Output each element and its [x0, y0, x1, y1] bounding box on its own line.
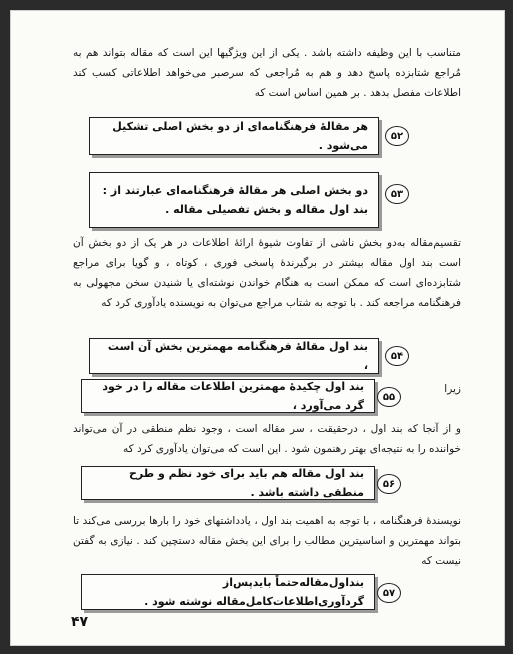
rule-box-52: [89, 117, 379, 155]
rule-text-54: بند اول مقالهٔ فرهنگنامه مهمترین بخش آن است ،: [107, 340, 368, 372]
rule-number-55: ۵۵: [377, 387, 401, 407]
rule-text-57: بنداول‌مقاله‌حتماً باید‌پس‌از گردآوری‌اطلاعات‌کامل‌مقاله نوشته شود .: [144, 576, 364, 608]
paragraph-division: تقسیم‌مقاله به‌دو بخش ناشی از تفاوت شیوهٔ ارائهٔ اطلاعات در هر یک از دو بخش آن است بند اول مقاله بیشتر در برگیرندهٔ پاسخی فوری ، کوتاه ، و گویا برای مراجع شتابزده‌ای است که ممکن است به هنگام خواندن نوشته‌ای یا شنیدن سخن مجهولی به فرهنگنامه مراجعه کند . با توجه به شتاب مراجع می‌توان به نویسنده یادآوری کرد که: [73, 237, 461, 309]
rule-number-54: ۵۴: [385, 346, 409, 366]
document-page: [10, 10, 505, 646]
rule-text-53: دو بخش اصلی هر مقالهٔ فرهنگنامه‌ای عبارتند از : بند اول مقاله و بخش تفصیلی مقاله .: [102, 184, 368, 216]
rule-box-53: [89, 172, 379, 228]
page-number: ۴۷: [71, 614, 89, 630]
rule-text-52: هر مقالهٔ فرهنگنامه‌ای از دو بخش اصلی تشکیل می‌شود .: [112, 120, 368, 152]
paragraph-intro: متناسب با این وظیفه داشته باشد . یکی از این ویژگیها این است که مقاله بتواند هم به مُراجع شتابزده پاسخ دهد و هم به مُراجعی که سرصبر می‌خواهد اطلاعاتی کسب کند اطلاعات مفصل بدهد . بر همین اساس است که: [73, 47, 461, 99]
rule-text-55: بند اول چکیدهٔ مهمترین اطلاعات مقاله را در خود گرد می‌آورد ،: [102, 380, 364, 412]
paragraph-author: نویسندهٔ فرهنگنامه ، با توجه به اهمیت بند اول ، یادداشتهای خود را بارها بررسی می‌کند تا بتواند مهمترین و اساسیترین مطالب را برای این بخش مقاله دستچین کند . نیازی به گفتن نیست که: [73, 515, 461, 567]
rule-text-56: بند اول مقاله هم باید برای خود نظم و طرح منطقی داشته باشد .: [129, 467, 364, 499]
rule-number-56: ۵۶: [377, 474, 401, 494]
rule-box-57: [81, 574, 375, 610]
rule-number-53: ۵۳: [385, 184, 409, 204]
rule-box-54: [89, 338, 379, 374]
rule-box-55: [81, 379, 375, 413]
rule-box-56: [81, 466, 375, 500]
paragraph-order: و از آنجا که بند اول ، درحقیقت ، سر مقاله است ، وجود نظم منطقی در آن می‌تواند خواننده را به نتیجه‌ای بهتر رهنمون شود . این است که می‌توان یادآوری کرد که: [73, 423, 461, 455]
rule-number-52: ۵۲: [385, 126, 409, 146]
rule-number-57: ۵۷: [377, 583, 401, 603]
paragraph-because: زیرا: [444, 383, 461, 395]
